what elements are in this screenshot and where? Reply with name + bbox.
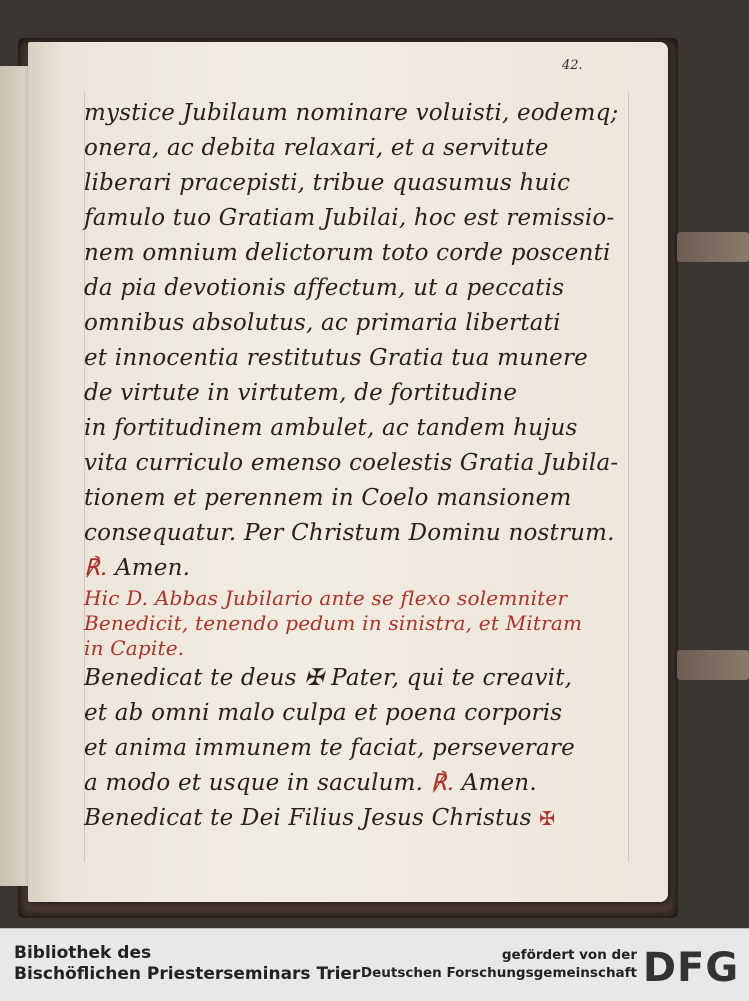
response-amen [84, 551, 604, 586]
blessing-line: Benedicat te deus ✠ Pater, qui te creavit, [84, 665, 573, 691]
response-mark: ℟. [84, 555, 108, 581]
text-line: et innocentia restitutus Gratia tua munere [84, 345, 588, 371]
funding-note [361, 946, 637, 982]
previous-leaf [0, 66, 31, 886]
text-line: nem omnium delictorum toto corde poscenti [84, 240, 611, 266]
text-line: tionem et perennem in Coelo mansionem [84, 485, 572, 511]
final-line [84, 801, 604, 836]
blessing-text: a modo et usque in saculum. [84, 770, 424, 796]
blessing-line-last [84, 766, 604, 801]
text-line: mystice Jubilaum nominare voluisti, eodemq; [84, 100, 619, 126]
text-line: in fortitudinem ambulet, ac tandem hujus [84, 415, 578, 441]
institution-line: Bibliothek des [14, 943, 152, 963]
rubric-line: Benedicit, tenendo pedum in sinistra, et Mitram [84, 611, 583, 635]
cross-icon: ✠ [539, 808, 556, 830]
margin-rule-right [628, 92, 629, 862]
blessing-line: et ab omni malo culpa et poena corporis [84, 700, 563, 726]
text-line: onera, ac debita relaxari, et a servitute [84, 135, 549, 161]
response-text: Amen. [461, 770, 537, 796]
dfg-logo-icon [643, 943, 739, 987]
funding-line: gefördert von der [501, 947, 637, 963]
text-line: famulo tuo Gratiam Jubilai, hoc est remissio- [84, 205, 615, 231]
text-line: da pia devotionis affectum, ut a peccatis [84, 275, 565, 301]
institution-name [14, 943, 360, 985]
response-mark: ℟. [430, 770, 455, 796]
rubric-line: in Capite. [84, 636, 185, 660]
text-line: consequatur. Per Christum Dominu nostrum. [84, 520, 615, 546]
blessing-line: et anima immunem te faciat, perseverare [84, 735, 575, 761]
final-text: Benedicat te Dei Filius Jesus Christus [84, 805, 532, 831]
funding-line: Deutschen Forschungsgemeinschaft [360, 965, 637, 981]
text-line: vita curriculo emenso coelestis Gratia Jubila- [84, 450, 619, 476]
footer-bar [0, 928, 749, 1001]
rubric-line: Hic D. Abbas Jubilario ante se flexo solemniter [84, 586, 568, 610]
manuscript-text [84, 96, 619, 836]
response-text: Amen. [114, 555, 191, 581]
text-line: omnibus absolutus, ac primaria libertati [84, 310, 561, 336]
text-line: de virtute in virtutem, de fortitudine [84, 380, 518, 406]
text-line: liberari pracepisti, tribue quasumus huic [84, 170, 571, 196]
folio-number: 42. [562, 58, 583, 73]
clasp-top [677, 232, 749, 262]
dfg-logo-text: DFG [643, 945, 739, 987]
institution-line: Bischöflichen Priesterseminars Trier [14, 964, 361, 984]
clasp-bottom [677, 650, 749, 680]
